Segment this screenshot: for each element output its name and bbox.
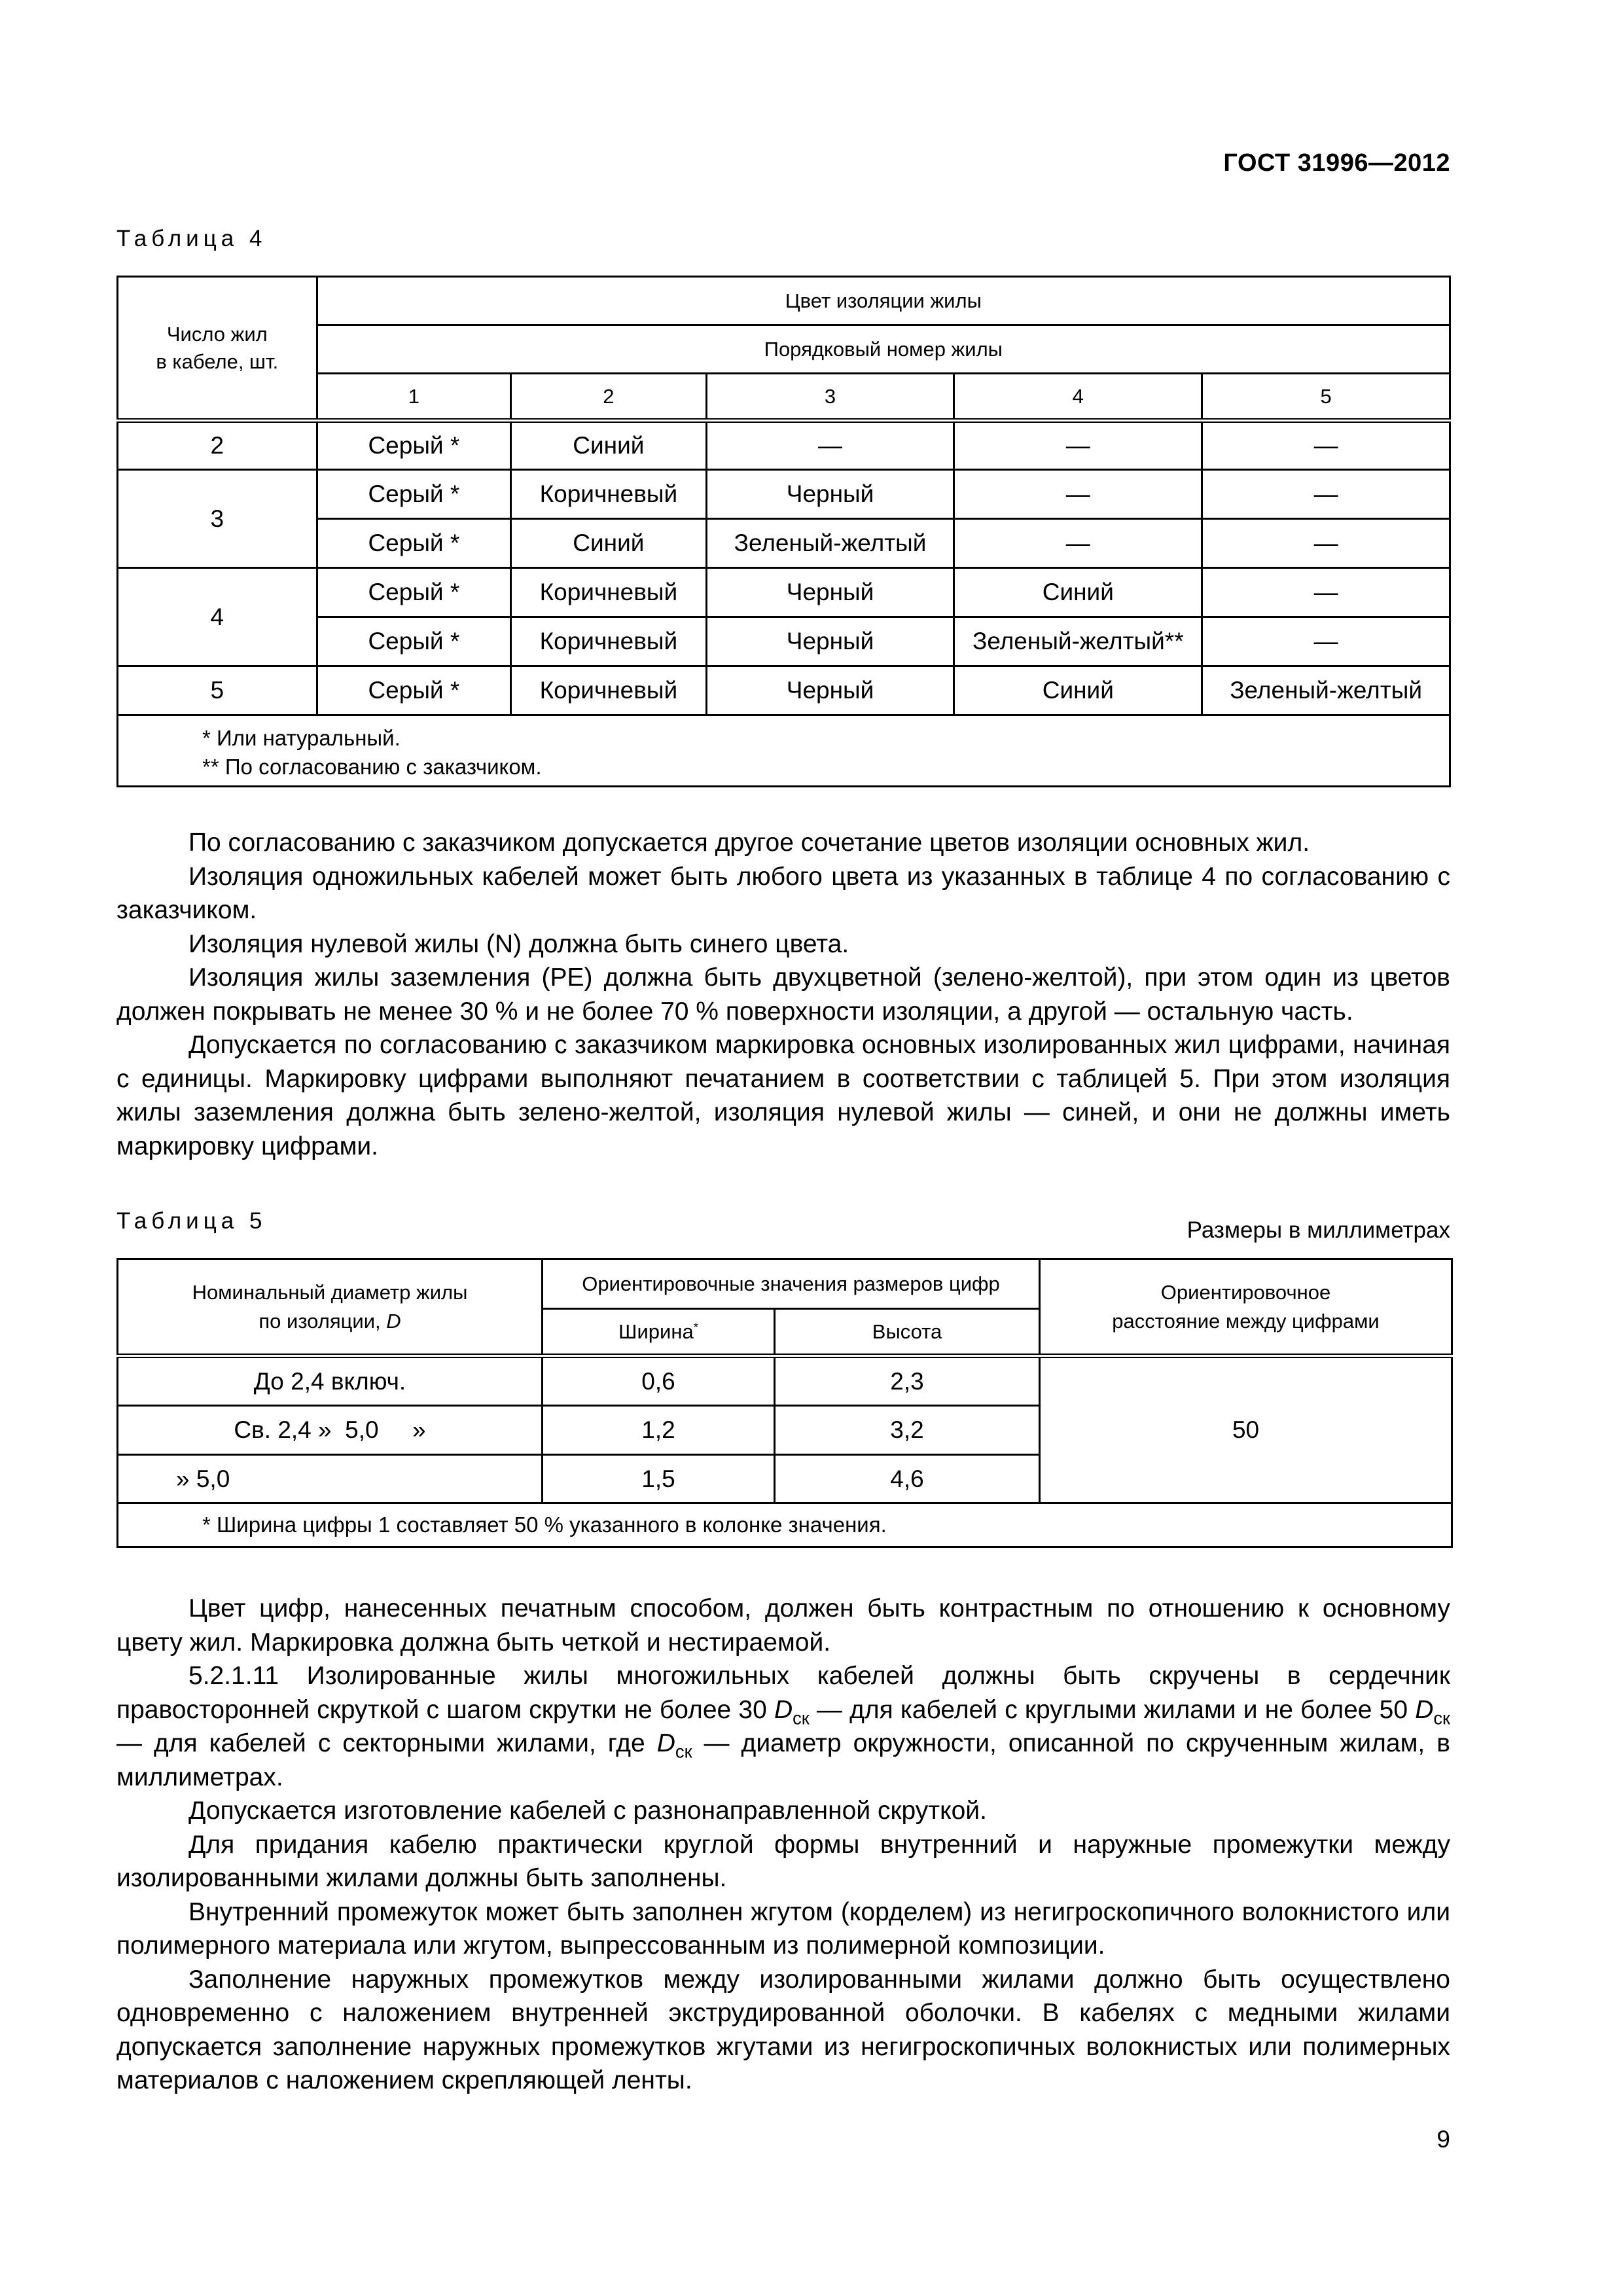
table4-header-core-number: Порядковый номер жилы — [317, 325, 1450, 374]
table4-cell: Синий — [511, 519, 707, 568]
table5-header-distance: Ориентировочное расстояние между цифрами — [1040, 1259, 1452, 1356]
table4-cell: — — [954, 470, 1202, 519]
table4-core-count: 2 — [118, 421, 317, 470]
table4-cell: Серый * — [317, 519, 511, 568]
body-text-block-1 — [116, 826, 1450, 1163]
paragraph: Изоляция одножильных кабелей может быть любого цвета из указанных в таблице 4 по согласованию с заказчиком. — [116, 862, 1450, 924]
table4-cell: — — [1202, 617, 1450, 666]
body-text-block-2 — [116, 1592, 1450, 2098]
table4 — [116, 276, 1451, 787]
table4-note: * Или натуральный. — [202, 726, 401, 750]
table5-header-diameter-var: D — [386, 1309, 401, 1333]
table-row — [118, 617, 1450, 666]
table-row — [118, 470, 1450, 519]
table5-header-digit-sizes: Ориентировочные значения размеров цифр — [543, 1259, 1040, 1309]
paragraph: Для придания кабелю практически круглой формы внутренний и наружные промежутки между изолированными жилами должны быть заполнены. — [116, 1830, 1450, 1892]
table5-height: 4,6 — [775, 1455, 1040, 1503]
table4-cell: Серый * — [317, 470, 511, 519]
paragraph: Изоляция жилы заземления (PE) должна быть двухцветной (зелено-желтой), при этом один из цветов должен покрывать не менее 30 % и не более 70 % поверхности изоляции, а другой — остальную часть. — [116, 963, 1450, 1026]
table4-core-count: 4 — [118, 568, 317, 666]
table4-cell: Серый * — [317, 617, 511, 666]
table5-header-diameter-line2 — [118, 1307, 541, 1336]
paragraph: Внутренний промежуток может быть заполнен жгутом (корделем) из негигроскопичного волокнистого или полимерного материала или жгутом, выпрессованным из полимерной композиции. — [116, 1897, 1450, 1960]
table4-cell: Синий — [511, 421, 707, 470]
table4-cell: Черный — [706, 617, 954, 666]
table5-note: * Ширина цифры 1 составляет 50 % указанного в колонке значения. — [118, 1503, 1452, 1547]
table4-notes-row — [118, 715, 1450, 787]
paragraph-5-2-1-11 — [116, 1659, 1450, 1794]
table4-cell: Синий — [954, 568, 1202, 617]
table4-cell: — — [1202, 568, 1450, 617]
table4-cell: — — [954, 519, 1202, 568]
table-row — [118, 568, 1450, 617]
table4-core-count: 5 — [118, 666, 317, 715]
table5-diameter: Св. 2,4 » 5,0 » — [118, 1406, 543, 1455]
table5-header-width — [543, 1309, 775, 1356]
table4-cell: Коричневый — [511, 568, 707, 617]
table5-width: 0,6 — [543, 1356, 775, 1406]
table5-units: Размеры в миллиметрах — [1186, 1217, 1450, 1243]
subscript-sk: ск — [675, 1741, 692, 1762]
document-header: ГОСТ 31996—2012 — [1223, 149, 1450, 177]
table-row — [118, 519, 1450, 568]
table4-cell: Зеленый-желтый — [1202, 666, 1450, 715]
table4-cell: Зеленый-желтый — [706, 519, 954, 568]
table5-width: 1,2 — [543, 1406, 775, 1455]
table5-distance-value: 50 — [1040, 1356, 1452, 1503]
table4-cell: Синий — [954, 666, 1202, 715]
table4-cell: Серый * — [317, 568, 511, 617]
table4-caption: Таблица 4 — [116, 226, 267, 251]
table5-header-width-mark: * — [693, 1319, 698, 1334]
table5-width: 1,5 — [543, 1455, 775, 1503]
table4-notes — [118, 715, 1450, 787]
table4-cell: Серый * — [317, 666, 511, 715]
table4-header-core-count: Число жил в кабеле, шт. — [118, 277, 317, 421]
paragraph: Допускается по согласованию с заказчиком маркировка основных изолированных жил цифрами, начиная с единицы. Маркировку цифрами выполняют печатанием в соответствии с таблицей 5. При этом изоляция жилы заземления должна быть зелено-желтой, изоляция нулевой жилы — синей, и они не должны иметь маркировку цифрами. — [116, 1031, 1450, 1160]
table5-header-diameter-line1: Номинальный диаметр жилы — [192, 1280, 468, 1304]
table4-cell: — — [706, 421, 954, 470]
table4-core-count: 3 — [118, 470, 317, 568]
table4-note: ** По согласованию с заказчиком. — [202, 755, 542, 779]
paragraph-text: — диаметр окружности, описанной по скрученным жилам, в миллиметрах. — [116, 1729, 1450, 1791]
paragraph: По согласованию с заказчиком допускается другое сочетание цветов изоляции основных жил. — [188, 829, 1310, 857]
table5-diameter: До 2,4 включ. — [118, 1356, 543, 1406]
table5-header-diameter — [118, 1259, 543, 1356]
table5-diameter: » 5,0 — [118, 1455, 543, 1503]
table4-cell: Черный — [706, 568, 954, 617]
table5-header-width-text: Ширина — [618, 1319, 694, 1343]
paragraph: Заполнение наружных промежутков между изолированными жилами должно быть осуществлено одновременно с наложением внутренней экструдированной оболочки. В кабелях с медными жилами допускается заполнение наружных промежутков жгутами из негигроскопичных волокнистых или полимерных материалов с наложением скрепляющей ленты. — [116, 1965, 1450, 2094]
variable-d: D — [656, 1729, 675, 1757]
subscript-sk: ск — [1433, 1708, 1450, 1729]
table5 — [116, 1258, 1453, 1548]
paragraph: Цвет цифр, нанесенных печатным способом, должен быть контрастным по отношению к основному цвету жил. Маркировка должна быть четкой и нестираемой. — [116, 1594, 1450, 1657]
table4-cell: — — [1202, 470, 1450, 519]
table-row — [118, 421, 1450, 470]
paragraph: Допускается изготовление кабелей с разнонаправленной скруткой. — [188, 1797, 987, 1825]
paragraph-text: — для кабелей с круглыми жилами и не более 50 — [809, 1695, 1416, 1724]
table4-cell: Зеленый-желтый** — [954, 617, 1202, 666]
table4-cell: Коричневый — [511, 470, 707, 519]
table5-header-diameter-text: по изоляции, — [259, 1309, 387, 1333]
table5-caption: Таблица 5 — [116, 1208, 267, 1234]
table5-height: 2,3 — [775, 1356, 1040, 1406]
table4-cell: Коричневый — [511, 666, 707, 715]
table4-header-insulation-color: Цвет изоляции жилы — [317, 277, 1450, 325]
table-row — [118, 1356, 1452, 1406]
table5-header-height: Высота — [775, 1309, 1040, 1356]
table4-cell: Коричневый — [511, 617, 707, 666]
subscript-sk: ск — [793, 1708, 810, 1729]
table4-core-number: 3 — [706, 374, 954, 421]
table4-cell: — — [954, 421, 1202, 470]
table4-cell: — — [1202, 519, 1450, 568]
table4-core-number: 2 — [511, 374, 707, 421]
table4-cell: — — [1202, 421, 1450, 470]
table4-core-number: 5 — [1202, 374, 1450, 421]
table4-core-number: 1 — [317, 374, 511, 421]
variable-d: D — [774, 1695, 793, 1724]
table4-cell: Серый * — [317, 421, 511, 470]
table4-cell: Черный — [706, 666, 954, 715]
table5-notes-row — [118, 1503, 1452, 1547]
page-number: 9 — [1436, 2126, 1450, 2153]
table4-cell: Черный — [706, 470, 954, 519]
table4-core-number: 4 — [954, 374, 1202, 421]
paragraph-text: — для кабелей с секторными жилами, где — [116, 1729, 657, 1757]
paragraph-text: 5.2.1.11 Изолированные жилы многожильных кабелей должны быть скручены в сердечник правосторонней скруткой с шагом скрутки не более 30 — [116, 1662, 1450, 1724]
paragraph: Изоляция нулевой жилы (N) должна быть синего цвета. — [188, 929, 849, 958]
table5-height: 3,2 — [775, 1406, 1040, 1455]
table-row — [118, 666, 1450, 715]
variable-d: D — [1415, 1695, 1434, 1724]
